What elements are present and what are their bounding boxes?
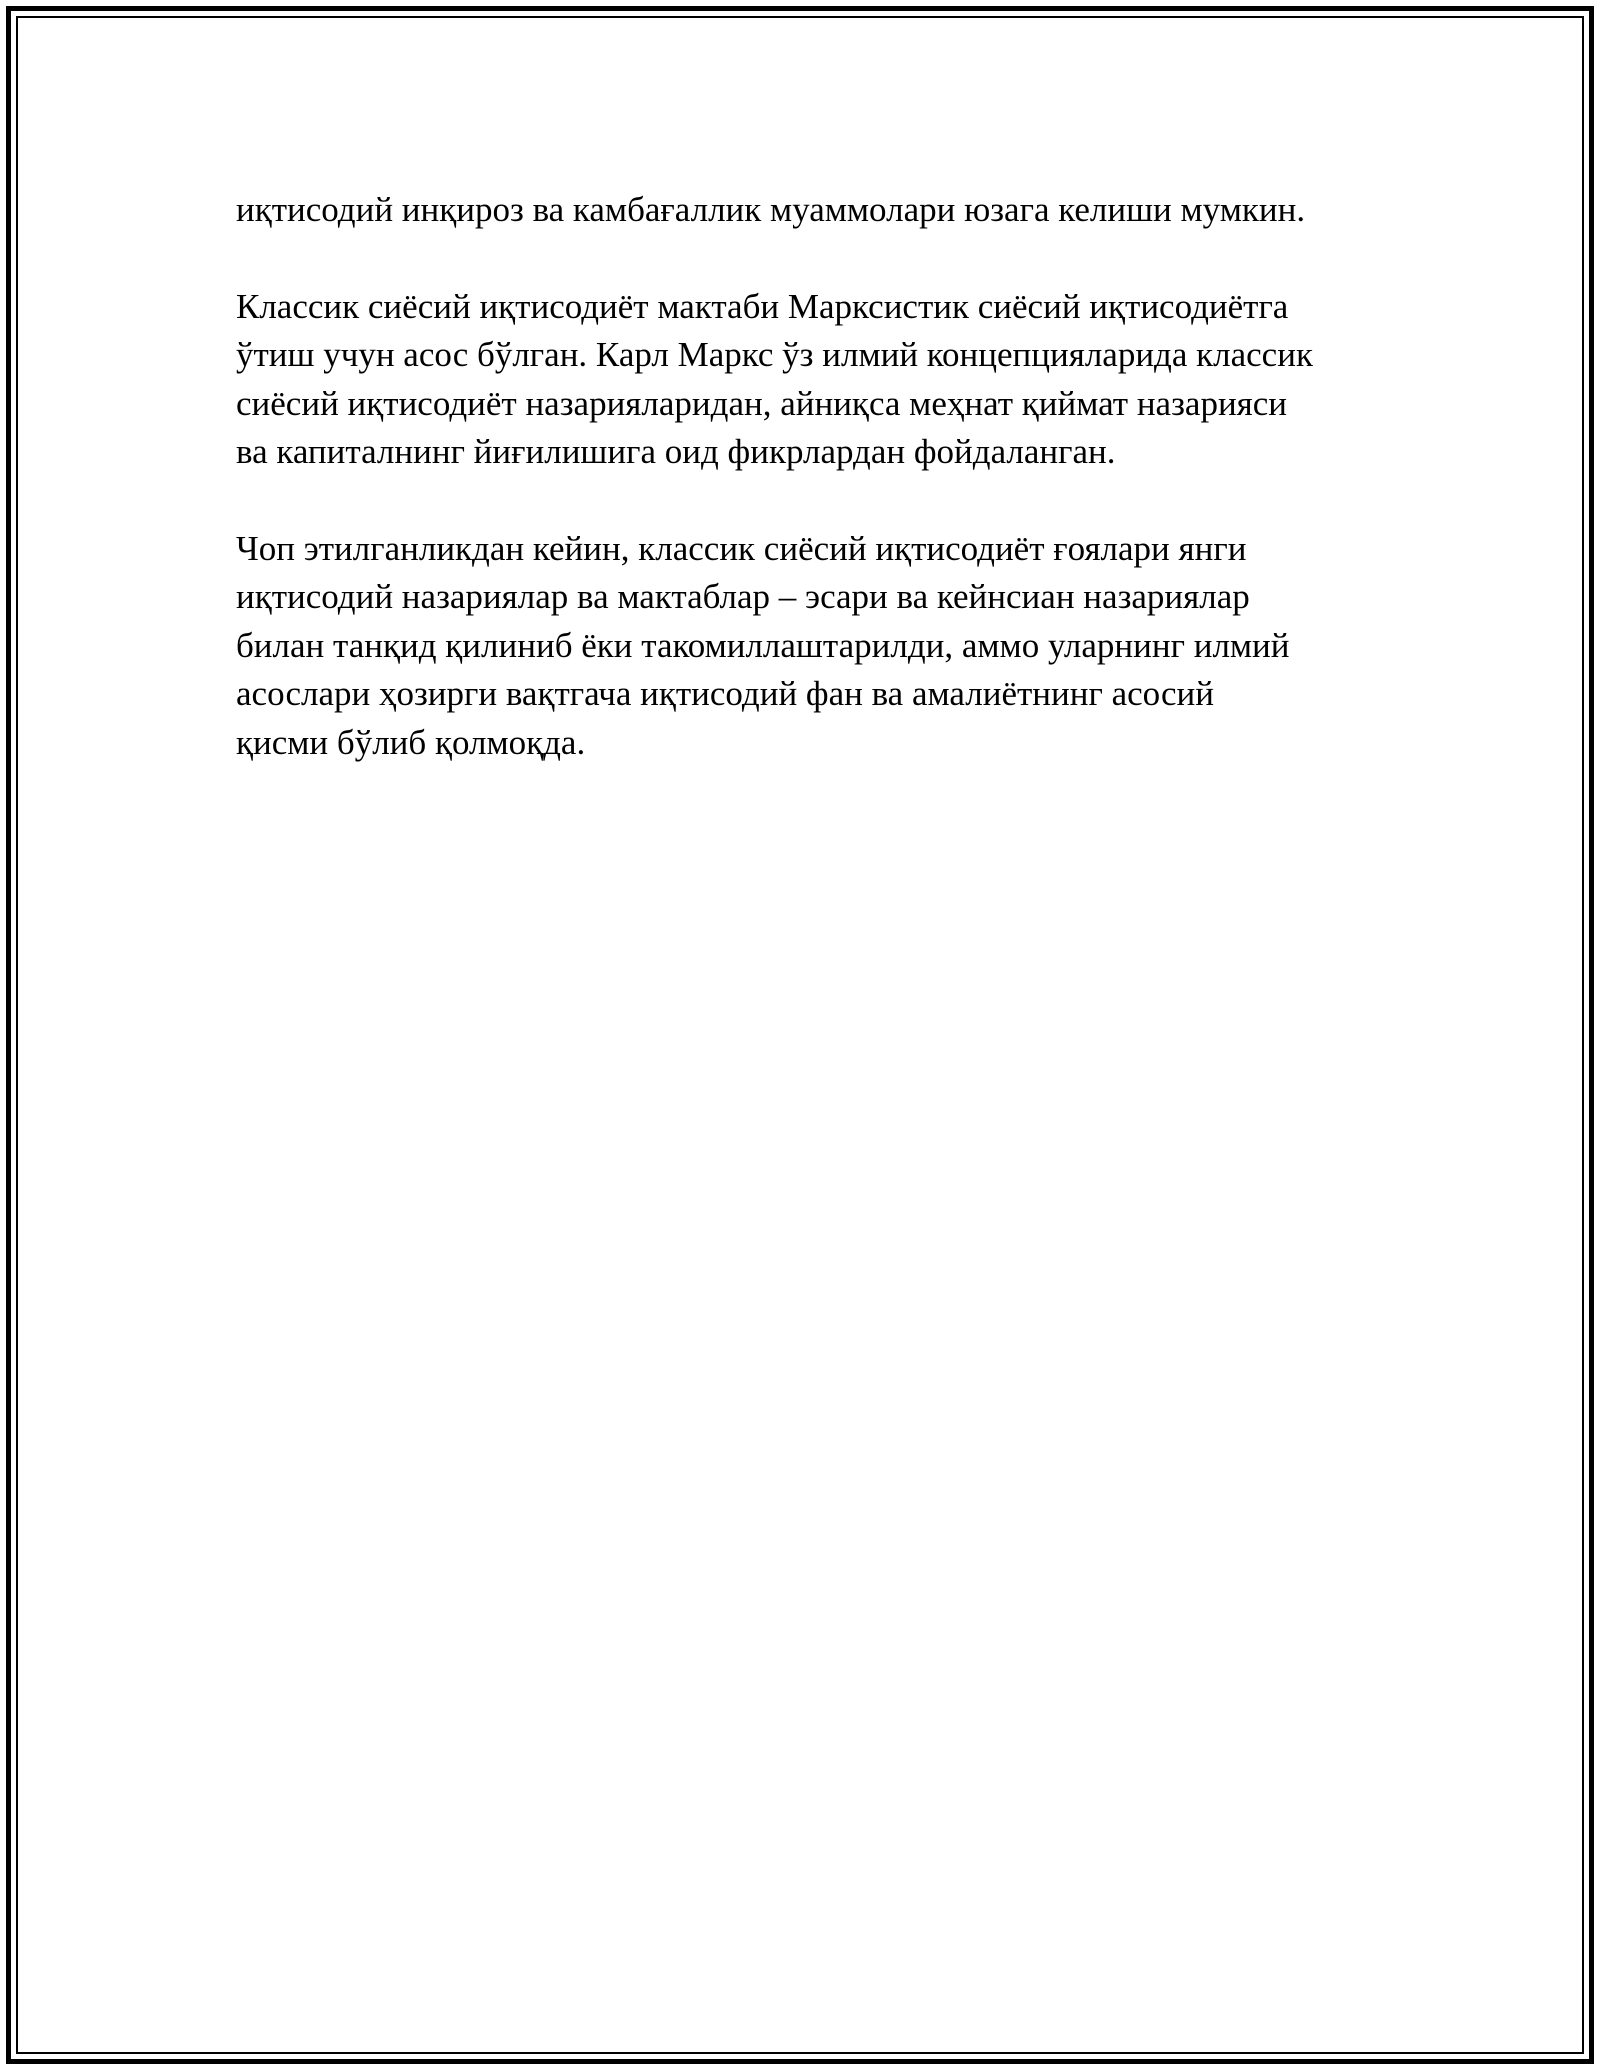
paragraph-2 xyxy=(236,283,1386,477)
paragraph-3 xyxy=(236,525,1386,768)
paragraph-1 xyxy=(236,186,1386,235)
text-line: билан танқид қилиниб ёки такомиллаштарилди, аммо уларнинг илмий xyxy=(236,625,1290,665)
text-line: асослари ҳозирги вақтгача иқтисодий фан ва амалиётнинг асосий xyxy=(236,674,1215,713)
text-line: Классик сиёсий иқтисодиёт мактаби Марксистик сиёсий иқтисодиётга xyxy=(236,286,1289,326)
text-line: Чоп этилганликдан кейин, классик сиёсий иқтисодиёт ғоялари янги xyxy=(236,528,1247,568)
document-body xyxy=(236,186,1386,815)
text-line: ва капиталнинг йиғилишига оид фикрлардан фойдаланган. xyxy=(236,432,1116,471)
text-line: қисми бўлиб қолмоқда. xyxy=(236,722,586,762)
text-line: ўтиш учун асос бўлган. Карл Маркс ўз илмий концепцияларида классик xyxy=(236,335,1313,374)
text-line: сиёсий иқтисодиёт назарияларидан, айниқса меҳнат қиймат назарияси xyxy=(236,383,1288,423)
text-line: иқтисодий инқироз ва камбағаллик муаммолари юзага келиши мумкин. xyxy=(236,190,1306,229)
text-line: иқтисодий назариялар ва мактаблар – эсари ва кейнсиан назариялар xyxy=(236,577,1250,616)
